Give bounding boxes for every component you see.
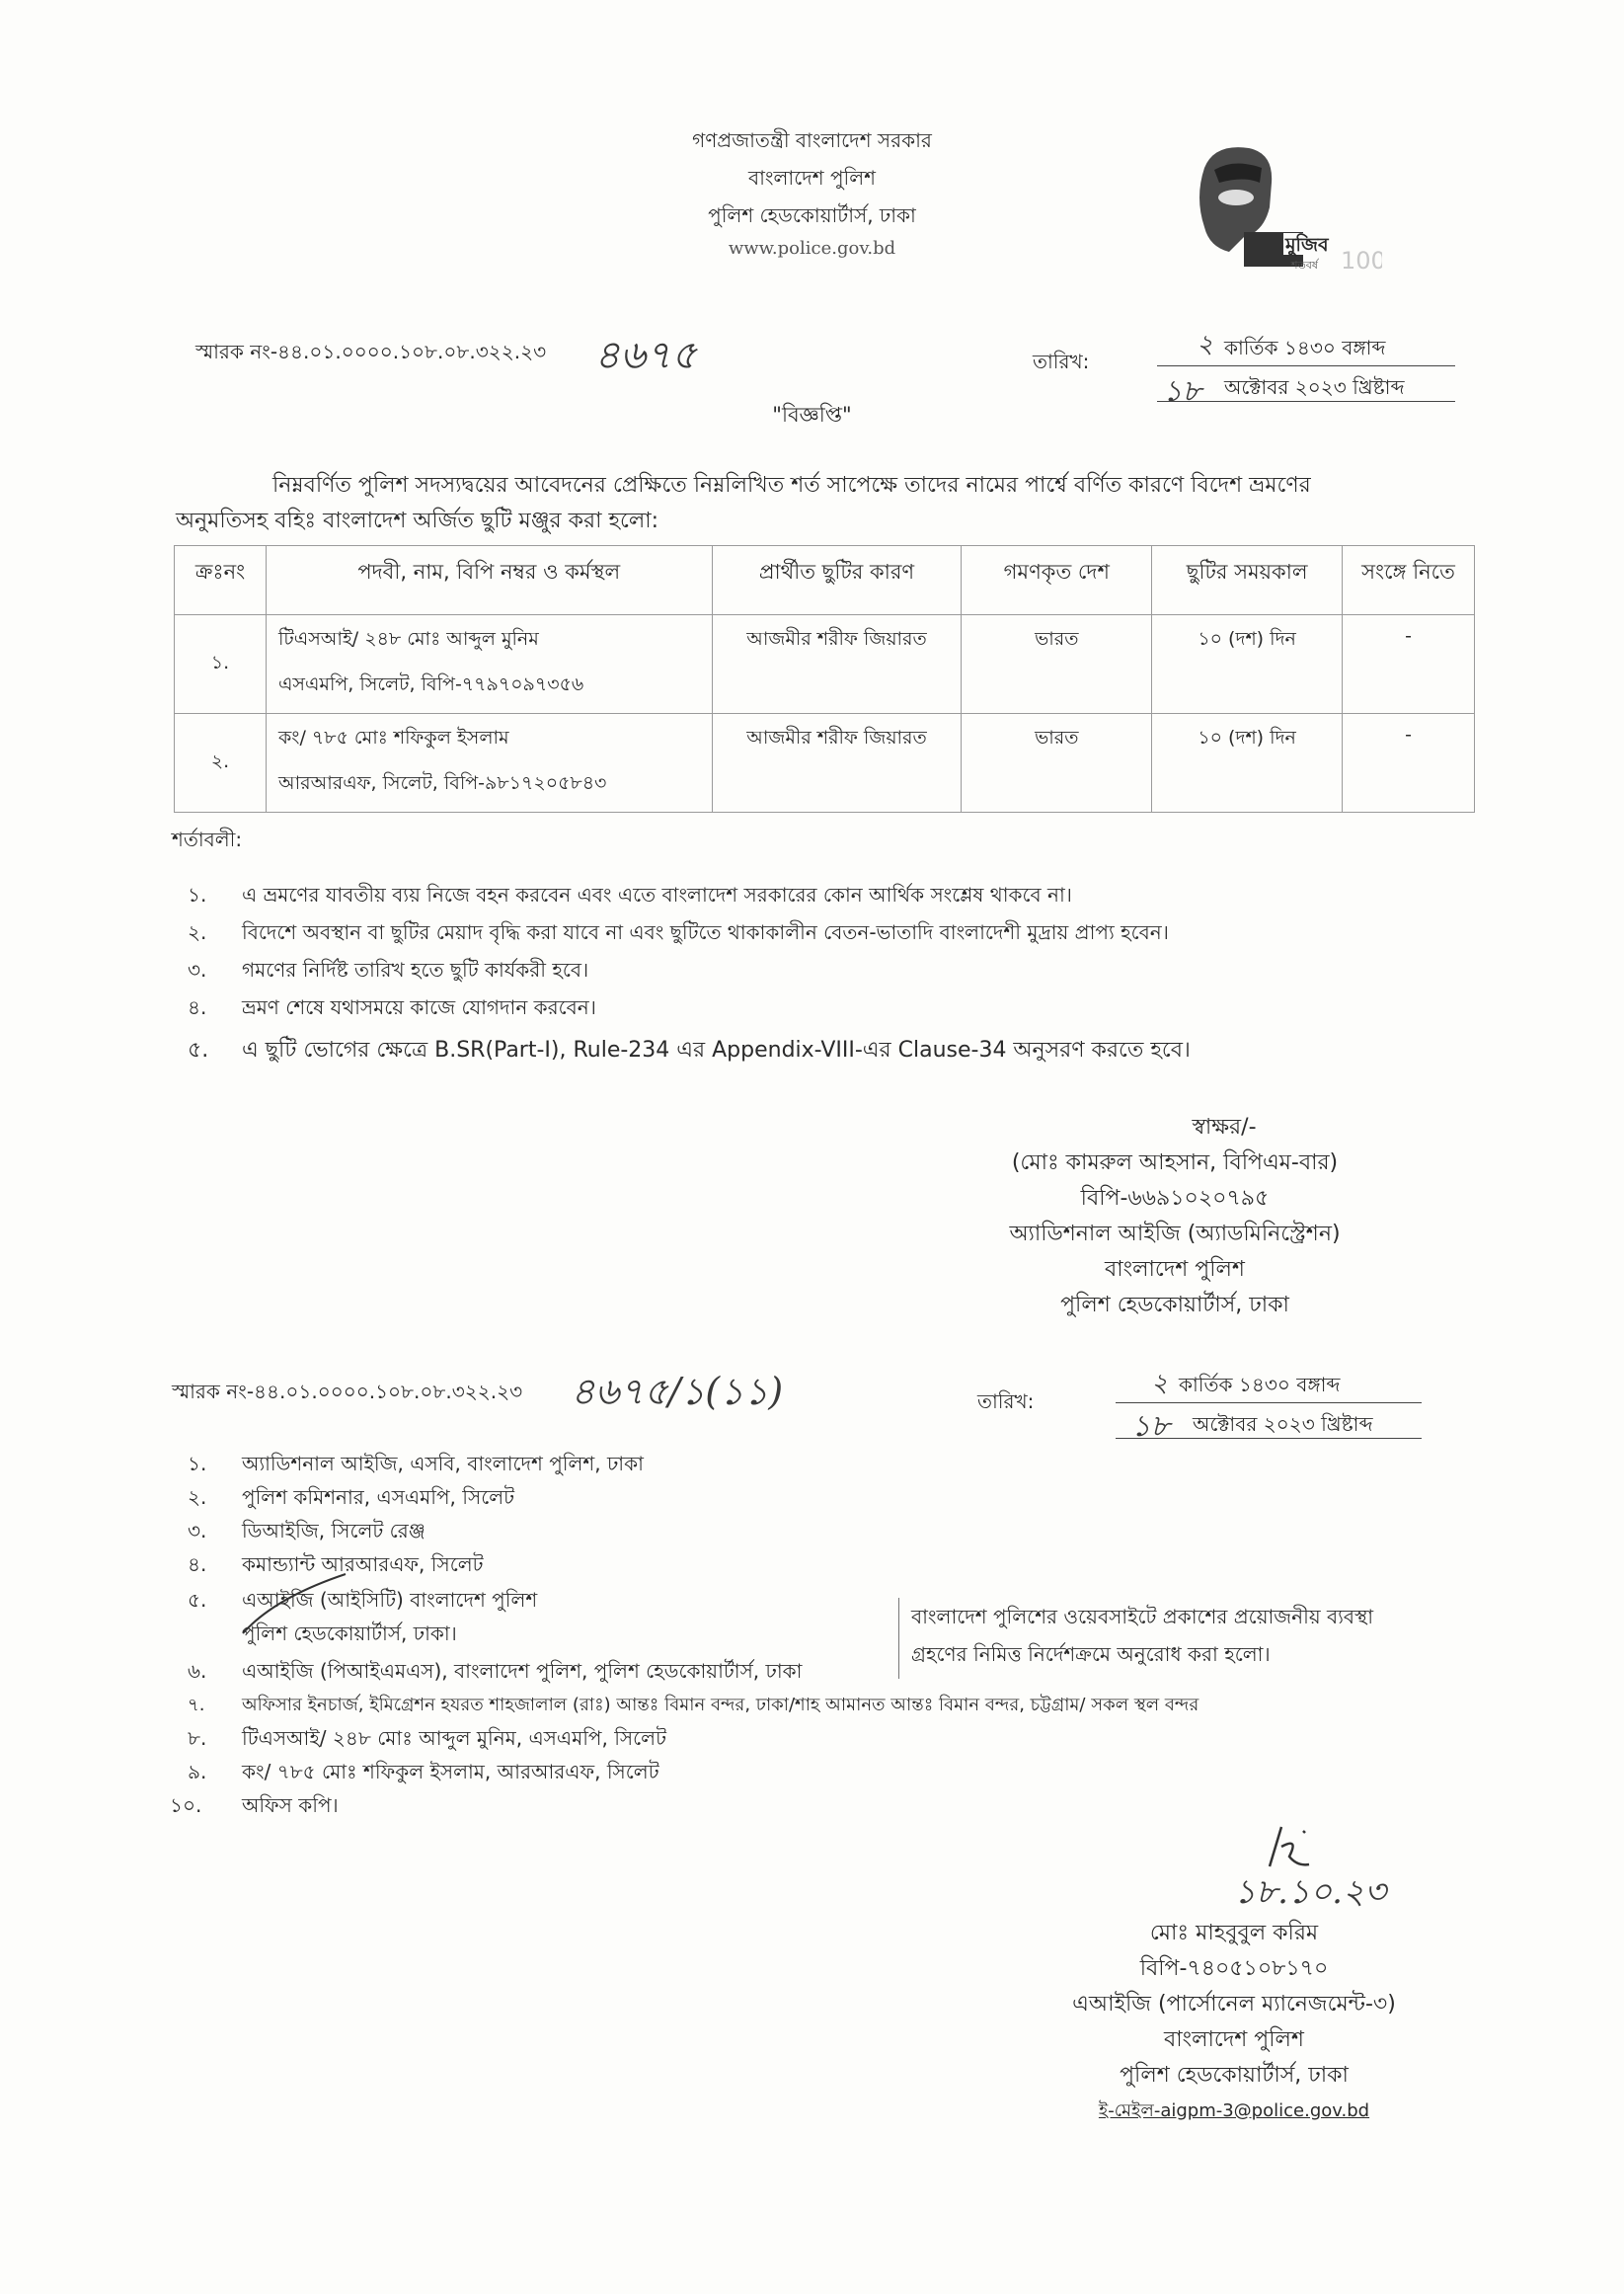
cc-text: টিএসআই/ ২৪৮ মোঃ আব্দুল মুনিম, এসএমপি, সিলেট <box>242 1726 666 1750</box>
cc-number: ৬. <box>188 1659 207 1683</box>
cc-text: অফিস কপি। <box>242 1793 339 1817</box>
signer2-org: বাংলাদেশ পুলিশ <box>1164 2027 1304 2052</box>
cell-duration: ১০ (দশ) দিন <box>1152 615 1343 714</box>
cc-number: ২. <box>188 1485 207 1509</box>
cc-number: ১০. <box>170 1793 202 1817</box>
signer2-bp: বিপি-৭৪০৫১০৮১৭০ <box>1139 1956 1329 1981</box>
signature-block-2 <box>1037 1916 1431 2129</box>
memo2-date-greg-day: ১৮ <box>1131 1409 1170 1444</box>
cc-item <box>188 1758 659 1790</box>
table-header-row <box>175 546 1475 615</box>
col-header-with: সংঙ্গে নিতে <box>1343 546 1475 615</box>
cell-name <box>266 714 712 813</box>
svg-text:শতবর্ষ: শতবর্ষ <box>1291 259 1318 272</box>
svg-text:মুজিব: মুজিব <box>1285 234 1329 256</box>
memo-date-bangla: কার্তিক ১৪৩০ বঙ্গাব্দ <box>1224 336 1386 359</box>
condition-number: ৪. <box>188 995 207 1019</box>
memo2-date-bangla-day: ২ <box>1151 1369 1168 1398</box>
cell-name <box>266 615 712 714</box>
signed-mark: স্বাক্ষর/- <box>1192 1115 1257 1140</box>
cell-with: - <box>1343 615 1475 714</box>
cell-serial <box>175 714 267 813</box>
cc-item <box>188 1691 1199 1721</box>
cc-text: পুলিশ কমিশনার, এসএমপি, সিলেট <box>242 1485 515 1509</box>
cc-text: অফিসার ইনচার্জ, ইমিগ্রেশন হযরত শাহজালাল (রাঃ) আন্তঃ বিমান বন্দর, ঢাকা/শাহ আমানত আন্তঃ বিমান বন্দর, চট্টগ্রাম/ সকল স্থল বন্দর <box>242 1695 1199 1715</box>
intro-line-2: অনুমতিসহ বহিঃ বাংলাদেশ অর্জিত ছুটি মঞ্জুর করা হলো: <box>176 509 659 533</box>
name-line-2: আরআরএফ, সিলেট, বিপি-৯৮১৭২০৫৮৪৩ <box>277 772 607 794</box>
cc-item <box>188 1724 666 1757</box>
date-divider <box>1157 365 1455 366</box>
cell-duration: ১০ (দশ) দিন <box>1152 714 1343 813</box>
condition-item <box>188 993 596 1026</box>
table-row <box>175 714 1475 813</box>
cc-text: অ্যাডিশনাল আইজি, এসবি, বাংলাদেশ পুলিশ, ঢাকা <box>242 1452 644 1475</box>
condition-number: ২. <box>188 920 207 944</box>
memo2-reference: স্মারক নং-৪৪.০১.০০০০.১০৮.০৮.৩২২.২৩ <box>172 1380 523 1403</box>
header-org: বাংলাদেশ পুলিশ <box>747 166 876 190</box>
memo-date-label: তারিখ: <box>1033 350 1090 373</box>
signer2-email[interactable]: ই-মেইল-aigpm-3@police.gov.bd <box>1098 2100 1370 2121</box>
header-website: www.police.gov.bd <box>728 238 896 259</box>
condition-text: এ ভ্রমণের যাবতীয় ব্যয় নিজে বহন করবেন এবং এতে বাংলাদেশ সরকারের কোন আর্থিক সংশ্লেষ থাকবে না। <box>242 883 1072 907</box>
cc-number: ১. <box>188 1452 207 1475</box>
condition-item <box>188 1033 1191 1069</box>
notice-title: "বিজ্ঞপ্তি" <box>772 403 852 427</box>
col-header-reason: প্রার্থীত ছুটির কারণ <box>712 546 962 615</box>
condition-number: ৫. <box>188 1038 209 1063</box>
condition-number: ৩. <box>188 958 207 982</box>
cc-number: ৭. <box>188 1695 205 1715</box>
cc-number: ৫. <box>188 1588 207 1612</box>
cc-item <box>188 1657 802 1690</box>
cc-number: ৩. <box>188 1519 207 1543</box>
serial-text: ২. <box>210 750 230 772</box>
name-line-1: টিএসআই/ ২৪৮ মোঃ আব্দুল মুনিম <box>277 628 539 650</box>
cc-text: কমান্ড্যান্ট আরআরএফ, সিলেট <box>242 1552 484 1576</box>
intro-line-1: নিম্নবর্ণিত পুলিশ সদস্যদ্বয়ের আবেদনের প্রেক্ষিতে নিম্নলিখিত শর্ত সাপেক্ষে তাদের নামের পার্শ্বে বর্ণিত কারণে বিদেশ ভ্রমণের <box>272 473 1311 498</box>
condition-item <box>188 881 1072 913</box>
cc-number: ৯. <box>188 1760 207 1783</box>
cell-reason: আজমীর শরীফ জিয়ারত <box>712 714 962 813</box>
memo-date-greg-day: ১৮ <box>1163 374 1201 409</box>
table-row <box>175 615 1475 714</box>
condition-text: ভ্রমণ শেষে যথাসময়ে কাজে যোগদান করবেন। <box>242 995 596 1019</box>
col-header-duration: ছুটির সময়কাল <box>1152 546 1343 615</box>
cell-serial <box>175 615 267 714</box>
name-line-1: কং/ ৭৮৫ মোঃ শফিকুল ইসলাম <box>277 727 509 749</box>
signer-hq: পুলিশ হেডকোয়ার্টার্স, ঢাকা <box>1060 1293 1289 1317</box>
memo2-date-bangla: কার্তিক ১৪৩০ বঙ্গাব্দ <box>1179 1373 1341 1396</box>
svg-text:100: 100 <box>1341 247 1382 272</box>
memo2-date-label: তারিখ: <box>977 1389 1035 1413</box>
memo2-date-greg: অক্টোবর ২০২৩ খ্রিষ্টাব্দ <box>1193 1412 1373 1436</box>
condition-text: গমণের নির্দিষ্ট তারিখ হতে ছুটি কার্যকরী হবে। <box>242 958 589 982</box>
cell-country: ভারত <box>962 714 1152 813</box>
cc-text: এআইজি (আইসিটি) বাংলাদেশ পুলিশ <box>242 1588 538 1612</box>
signer2-designation: এআইজি (পার্সোনেল ম্যানেজমেন্ট-৩) <box>1072 1992 1396 2017</box>
signature-block-1 <box>928 1110 1422 1323</box>
cell-country: ভারত <box>962 615 1152 714</box>
condition-number: ১. <box>188 883 207 907</box>
signer-name: (মোঃ কামরুল আহসান, বিপিএম-বার) <box>1011 1150 1339 1175</box>
cc-item <box>188 1483 514 1516</box>
cc-text: এআইজি (পিআইএমএস), বাংলাদেশ পুলিশ, পুলিশ হেডকোয়ার্টার্স, ঢাকা <box>242 1659 803 1683</box>
cc-text: ডিআইজি, সিলেট রেঞ্জ <box>242 1519 425 1543</box>
note-line-2: গ্রহণের নিমিত্ত নির্দেশক্রমে অনুরোধ করা হলো। <box>911 1642 1271 1666</box>
conditions-title: শর্তাবলী: <box>172 828 243 851</box>
name-line-2: এসএমপি, সিলেট, বিপি-৭৭৯৭০৯৭৩৫৬ <box>277 673 584 695</box>
memo-date-bangla-day: ২ <box>1197 330 1213 359</box>
condition-item <box>188 956 588 989</box>
cell-reason: আজমীর শরীফ জিয়ারত <box>712 615 962 714</box>
header-gov: গণপ্রজাতন্ত্রী বাংলাদেশ সরকার <box>692 128 932 152</box>
memo-reference: স্মারক নং-৪৪.০১.০০০০.১০৮.০৮.৩২২.২৩ <box>195 340 547 363</box>
condition-item <box>188 918 1169 951</box>
note-line-1: বাংলাদেশ পুলিশের ওয়েবসাইটে প্রকাশের প্রয়োজনীয় ব্যবস্থা <box>911 1605 1374 1628</box>
memo2-reference-handwritten: ৪৬৭৫/১(১১) <box>571 1370 784 1413</box>
signer-org: বাংলাদেশ পুলিশ <box>1105 1257 1245 1282</box>
signer2-hq: পুলিশ হেডকোয়ার্টার্স, ঢাকা <box>1120 2063 1349 2088</box>
cc-number: ৮. <box>188 1726 207 1750</box>
col-header-name: পদবী, নাম, বিপি নম্বর ও কর্মস্থল <box>266 546 712 615</box>
signer-designation: অ্যাডিশনাল আইজি (অ্যাডমিনিস্ট্রেশন) <box>1009 1222 1341 1246</box>
memo-reference-handwritten: ৪৬৭৫ <box>594 333 697 378</box>
col-header-serial: ক্রঃনং <box>175 546 267 615</box>
handwritten-date: ১৮.১০.২৩ <box>1234 1872 1387 1912</box>
condition-text: এ ছুটি ভোগের ক্ষেত্রে B.SR(Part-I), Rule-234 এর Appendix-VIII-এর Clause-34 অনুসরণ করতে হবে। <box>242 1038 1191 1063</box>
memo-date-greg: অক্টোবর ২০২৩ খ্রিষ্টাব্দ <box>1224 375 1405 399</box>
cc-item-continuation <box>188 1620 457 1652</box>
signer-bp: বিপি-৬৬৯১০২০৭৯৫ <box>1080 1186 1270 1211</box>
cc-text: পুলিশ হেডকোয়ার্টার্স, ঢাকা। <box>242 1622 457 1645</box>
date-underline <box>1116 1438 1422 1439</box>
col-header-country: গমণকৃত দেশ <box>962 546 1152 615</box>
condition-text: বিদেশে অবস্থান বা ছুটির মেয়াদ বৃদ্ধি করা যাবে না এবং ছুটিতে থাকাকালীন বেতন-ভাতাদি বাংলাদেশী মুদ্রায় প্রাপ্য হবেন। <box>242 920 1169 944</box>
cc-item <box>188 1517 425 1549</box>
serial-text: ১. <box>210 651 230 673</box>
mujib-centenary-logo <box>1175 138 1382 272</box>
cc-item <box>170 1791 339 1824</box>
cc-text: কং/ ৭৮৫ মোঃ শফিকুল ইসলাম, আরআরএফ, সিলেট <box>242 1760 659 1783</box>
website-publish-note <box>898 1598 1464 1679</box>
cell-with: - <box>1343 714 1475 813</box>
signer2-name: মোঃ মাহবুবুল করিম <box>1149 1921 1319 1945</box>
cc-number: ৪. <box>188 1552 207 1576</box>
header-hq: পুলিশ হেডকোয়ার্টার্স, ঢাকা <box>708 203 916 227</box>
leave-table <box>174 545 1475 813</box>
cc-item <box>188 1450 644 1482</box>
